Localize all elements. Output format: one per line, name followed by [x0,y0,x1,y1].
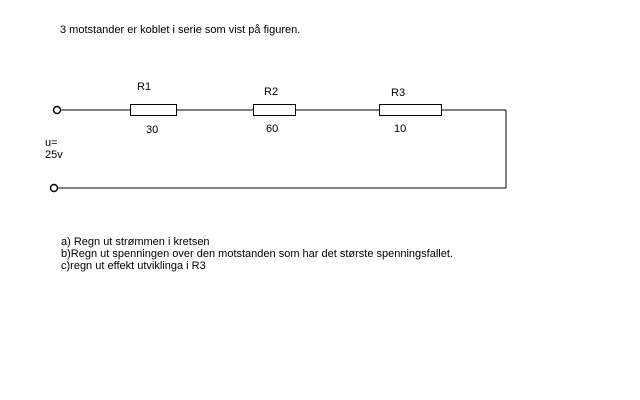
terminal-bottom [51,185,58,192]
r3-label: R3 [391,87,406,99]
problem-intro: 3 motstander er koblet i serie som vist på figuren. [60,24,301,36]
r2-label: R2 [264,86,279,98]
question-list [61,236,453,272]
resistor-r1 [131,105,177,116]
question-b: b)Regn ut spenningen over den motstanden som har det største spenningsfallet. [61,248,453,260]
resistor-r3 [380,105,442,116]
r1-label: R1 [137,81,152,93]
r2-value: 60 [266,123,279,135]
r3-value: 10 [394,123,407,135]
terminal-top [54,107,61,114]
question-a: a) Regn ut strømmen i kretsen [61,236,210,248]
resistor-r2 [254,105,296,116]
r1-value: 30 [146,124,159,136]
question-c: c)regn ut effekt utviklinga i R3 [61,260,206,272]
source-voltage: 25v [45,149,63,161]
source-symbol: u= [45,137,58,149]
